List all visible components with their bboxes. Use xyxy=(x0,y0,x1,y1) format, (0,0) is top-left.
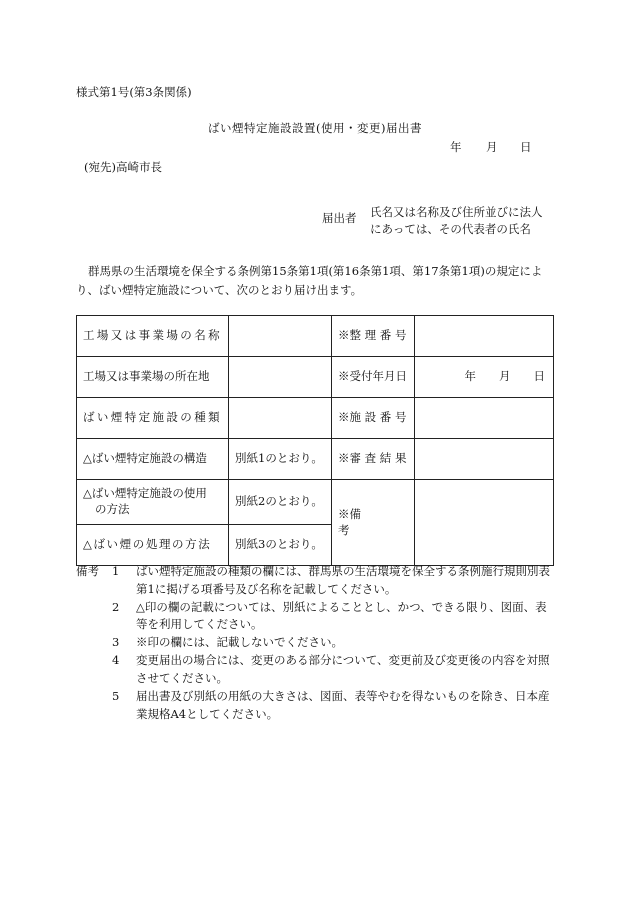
reference-number-label: ※整 理 番 号 xyxy=(332,316,415,357)
list-item xyxy=(76,688,566,724)
facility-structure-value: 別紙1のとおり。 xyxy=(229,439,332,480)
body-paragraph: 群馬県の生活環境を保全する条例第15条第1項(第16条第1項、第17条第1項)の規定により、ばい煙特定施設について、次のとおり届け出ます。 xyxy=(76,264,543,297)
date-day: 日 xyxy=(520,140,532,154)
facility-structure-label: △ばい煙特定施設の構造 xyxy=(77,439,229,480)
submission-date xyxy=(450,140,532,155)
note-number: 5 xyxy=(112,688,120,703)
note-number: 2 xyxy=(112,599,120,614)
remarks-label: ※備 考 xyxy=(332,480,415,566)
note-text: △印の欄の記載については、別紙によることとし、かつ、できる限り、図面、表 xyxy=(136,599,547,614)
review-result-label: ※審 査 結 果 xyxy=(332,439,415,480)
note-text: ※印の欄には、記載しないでください。 xyxy=(136,635,343,650)
facility-type-label: ばい煙特定施設の種類 xyxy=(77,398,229,439)
date-month: 月 xyxy=(486,140,498,154)
applicant-desc-line2: にあっては、その代表者の氏名 xyxy=(370,221,531,236)
review-result-field xyxy=(415,439,554,480)
facility-type-field[interactable] xyxy=(229,398,332,439)
note-text: させてください。 xyxy=(136,670,228,685)
received-date-field: 年 月 日 xyxy=(415,357,554,398)
note-number: 4 xyxy=(112,653,120,668)
note-text: ばい煙特定施設の種類の欄には、群馬県の生活環境を保全する条例施行規則別表 xyxy=(136,564,550,578)
reference-number-field xyxy=(415,316,554,357)
usage-method-label: △ばい煙特定施設の使用 の方法 xyxy=(77,480,229,525)
facility-number-label: ※施 設 番 号 xyxy=(332,398,415,439)
notes-heading: 備考 xyxy=(76,564,99,578)
note-text: 等を利用してください。 xyxy=(136,617,263,632)
facility-number-field xyxy=(415,398,554,439)
applicant-description xyxy=(370,204,543,237)
date-year: 年 xyxy=(450,140,462,154)
form-number: 様式第1号(第3条関係) xyxy=(76,85,192,99)
notification-form-table xyxy=(76,315,554,566)
treatment-method-label: △ばい煙の処理の方法 xyxy=(77,525,229,566)
facility-name-field[interactable] xyxy=(229,316,332,357)
treatment-method-value: 別紙3のとおり。 xyxy=(229,525,332,566)
usage-method-value: 別紙2のとおり。 xyxy=(229,480,332,525)
notes-section xyxy=(76,563,566,723)
document-title: ばい煙特定施設設置(使用・変更)届出書 xyxy=(208,121,422,135)
note-text: 変更届出の場合には、変更のある部分について、変更前及び変更後の内容を対照 xyxy=(136,653,550,668)
table-row xyxy=(77,398,554,439)
addressee: (宛先)高崎市長 xyxy=(84,160,162,174)
note-number: 3 xyxy=(112,635,120,650)
applicant-desc-line1: 氏名又は名称及び住所並びに法人 xyxy=(370,205,543,219)
list-item xyxy=(76,563,566,599)
remarks-field xyxy=(415,480,554,566)
list-item xyxy=(76,599,566,635)
applicant-label: 届出者 xyxy=(322,211,357,225)
facility-address-label: 工場又は事業場の所在地 xyxy=(77,357,229,398)
table-row xyxy=(77,480,554,525)
list-item xyxy=(76,652,566,688)
received-date-label: ※受付年月日 xyxy=(332,357,415,398)
table-row xyxy=(77,316,554,357)
list-item xyxy=(76,634,566,652)
table-row xyxy=(77,357,554,398)
table-row xyxy=(77,439,554,480)
note-number: 1 xyxy=(112,564,120,578)
facility-address-field[interactable] xyxy=(229,357,332,398)
facility-name-label: 工場又は事業場の名称 xyxy=(77,316,229,357)
note-text: 業規格A4としてください。 xyxy=(136,706,279,721)
note-text: 届出書及び別紙の用紙の大きさは、図面、表等やむを得ないものを除き、日本産 xyxy=(136,688,550,703)
note-text: 第1に掲げる項番号及び名称を記載してください。 xyxy=(136,581,397,596)
